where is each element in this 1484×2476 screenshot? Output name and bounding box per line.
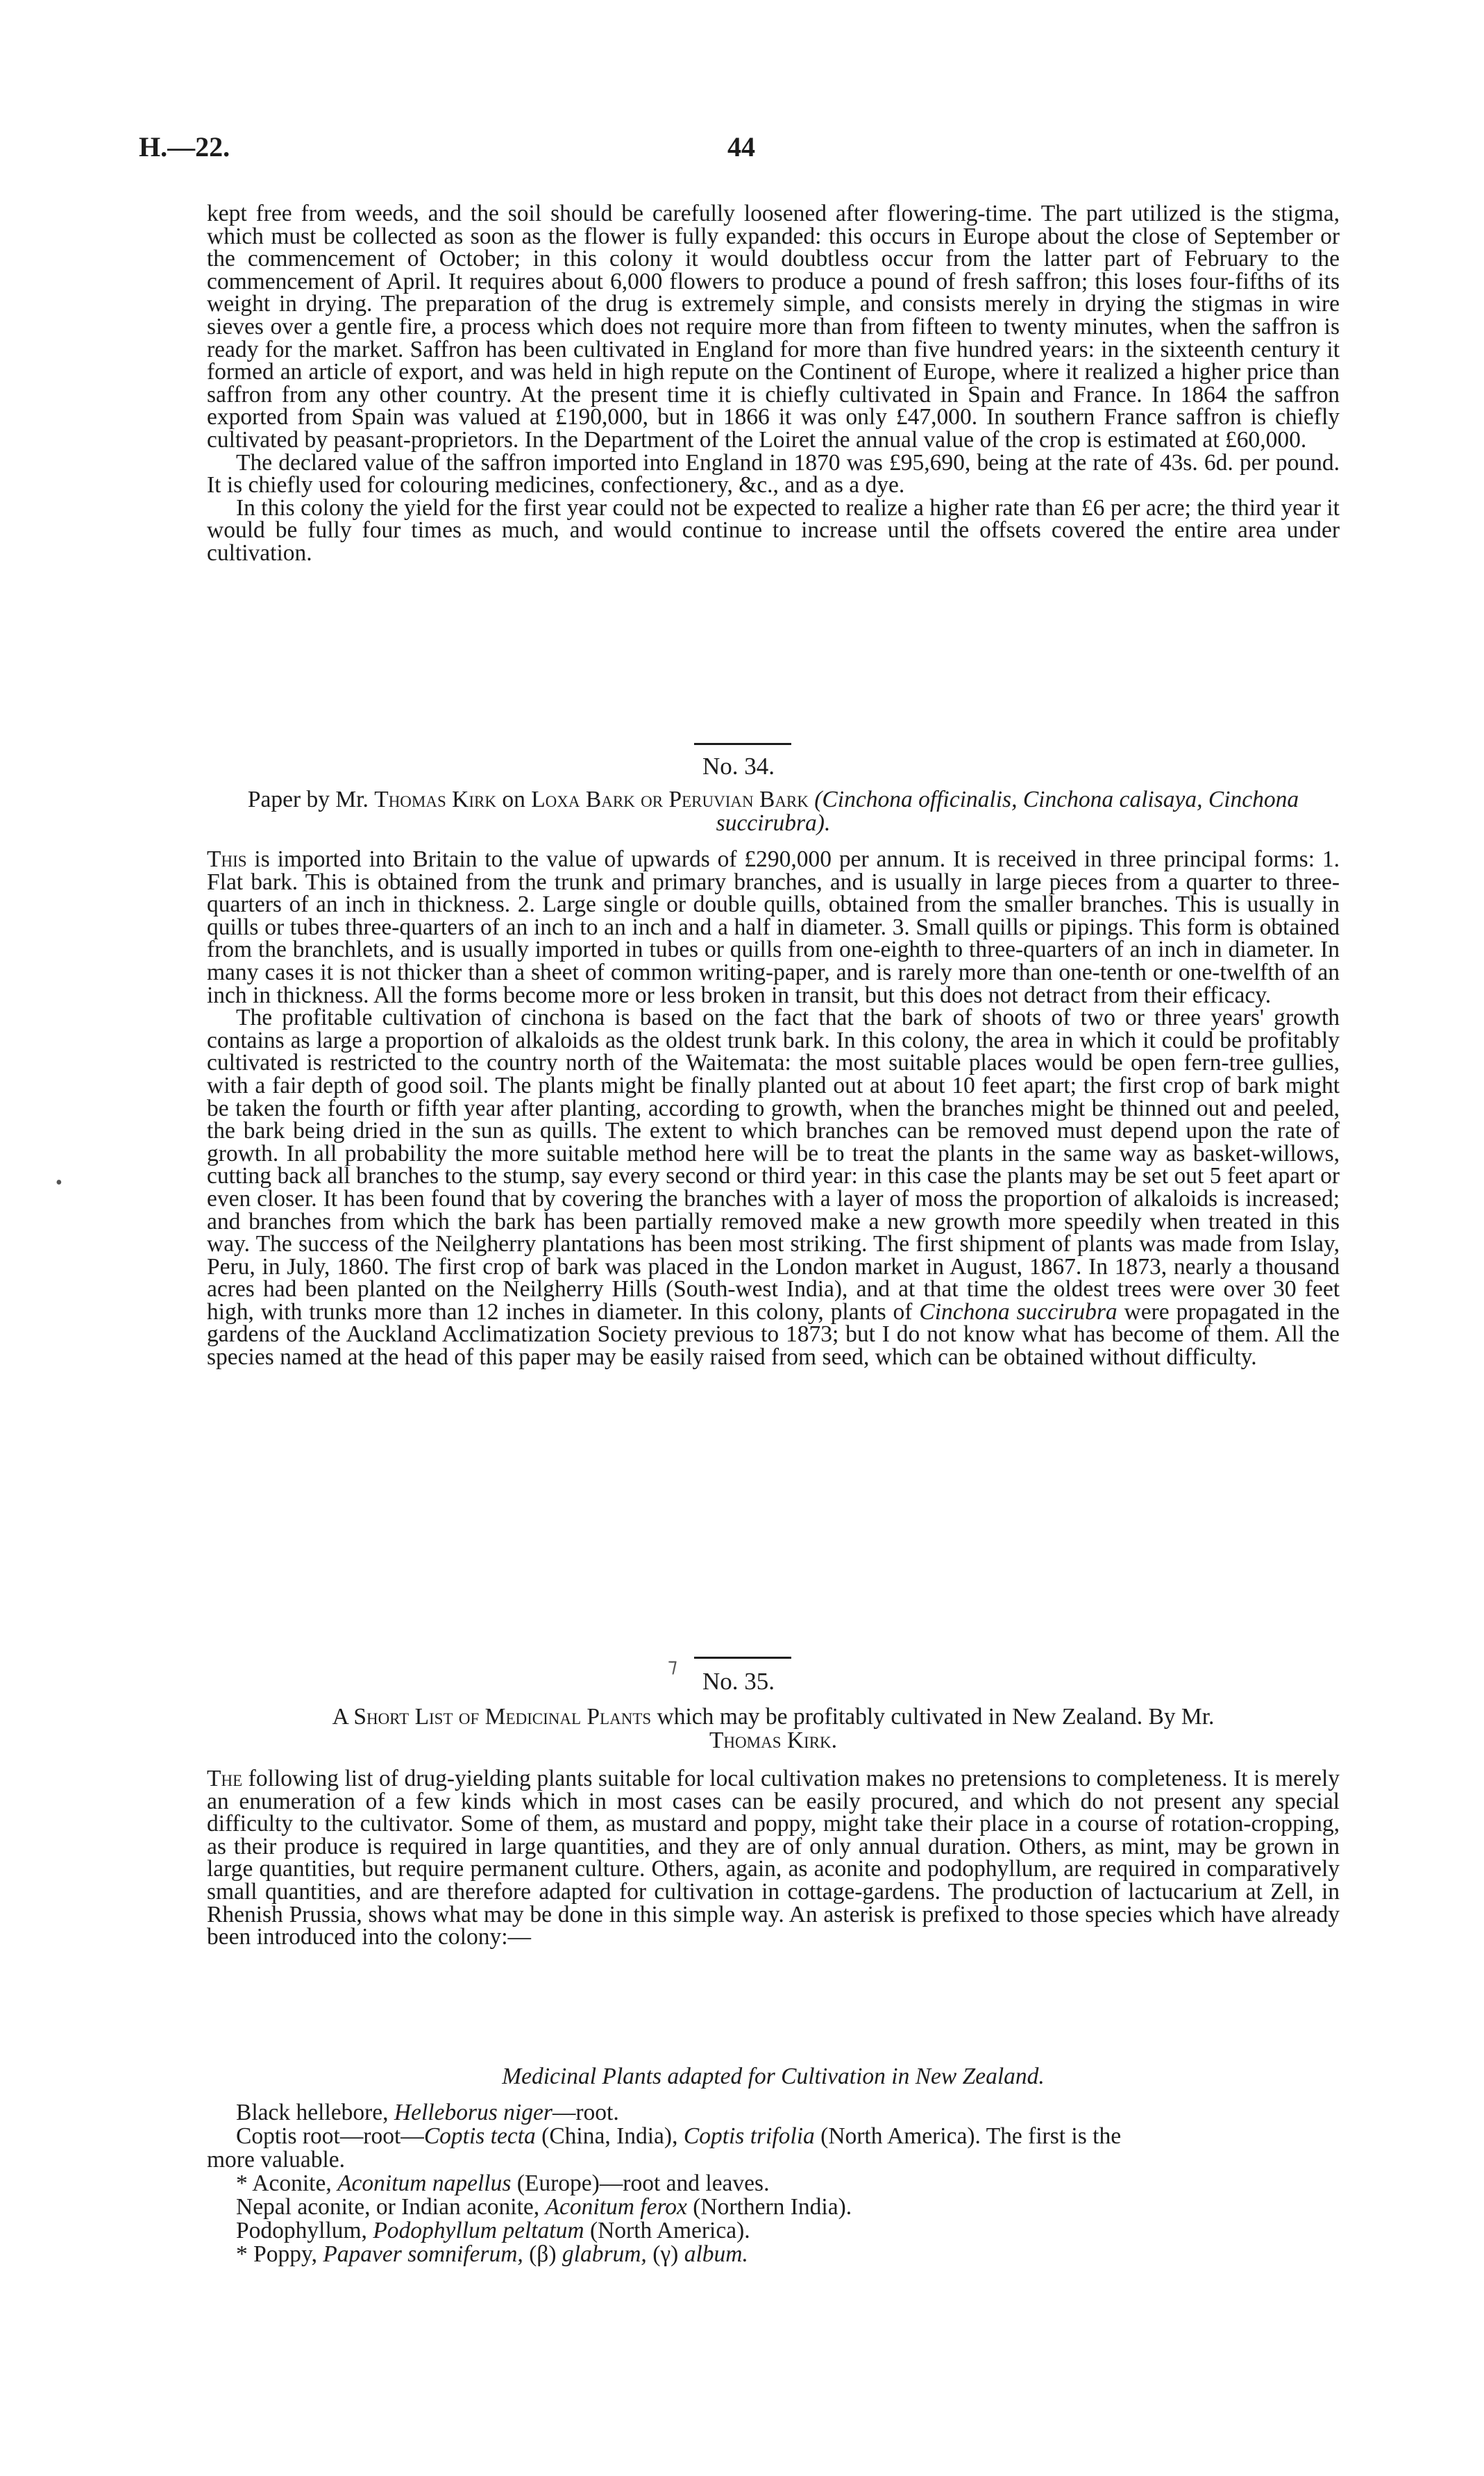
title-author-35: Thomas Kirk. [709, 1728, 838, 1753]
plant-common: Podophyllum, [236, 2218, 373, 2243]
plant-detail: (Northern India). [686, 2194, 852, 2220]
title-subject: Loxa Bark or Peruvian Bark [531, 787, 809, 812]
list-item [207, 2172, 1340, 2195]
title-on: on [502, 787, 525, 812]
medicinal-intro [207, 1768, 1340, 1949]
plant-detail: (North America). [584, 2218, 750, 2243]
cinchona-p2-a: The profitable cultivation of cinchona is based on the fact that the bark of shoots of two or three years' growth contains as large a proportion of alkaloids as the oldest trunk bark. In this colony, the area in which it could be profitably cultivated is restricted to the country north of the Waitemata: the most suitable places would be open fern-tree gullies, with a fair depth of good soil. The plants might be finally planted out at about 10 feet apart; the first crop of bark might be taken the fourth or fifth year after planting, according to growth, when the branches might be thinned out and peeled, the bark being dried in the sun as quills. The extent to which branches can be removed must depend upon the rate of growth. In all probability the more suitable method here will be to treat the plants in the same way as basket-willows, cutting back all branches to the stump, say every second or third year: in this case the plants may be set out 5 feet apart or even closer. It has been found that by covering the branches with a layer of moss the proportion of alkaloids is increased; and branches from which the bark has been partially removed make a new growth more speedily when treated in this way. The success of the Neilgherry plantations has been most striking. The first shipment of plants was made from Islay, Peru, in July, 1860. The first crop of bark was placed in the London market in August, 1867. In 1873, nearly a thousand acres had been planted on the Neilgherry Hills (South-west India), and at that time the oldest trees were over 30 feet high, with trunks more than 12 inches in diameter. In this colony, plants of [207, 1005, 1340, 1325]
margin-dot: • [56, 1172, 62, 1194]
plant-detail: —root. [552, 2100, 619, 2125]
page-number: 44 [727, 131, 755, 162]
saffron-paragraph-2: The declared value of the saffron imported into England in 1870 was £95,690, being at the rate of 43s. 6d. per pound. It is chiefly used for colouring medicines, confectionery, &c., and as a dye. [207, 449, 1340, 499]
title-species: (Cinchona officinalis, Cinchona calisaya, Cinchona succirubra). [716, 787, 1299, 836]
plant-common: Coptis root—root— [236, 2123, 424, 2149]
lead-word: This [207, 846, 247, 872]
section-title-35 [207, 1705, 1340, 1753]
cinchona-section [207, 848, 1340, 1369]
lead-word-35: The [207, 1766, 243, 1791]
ink-mark: ⁊ [668, 1655, 677, 1677]
plant-latin: Coptis tecta [423, 2123, 536, 2149]
plant-latin: Aconitum napellus [337, 2170, 512, 2196]
title-paper-by: Paper by Mr. [247, 787, 369, 812]
title-b: which may be profitably cultivated in New Zealand. By Mr. [657, 1704, 1215, 1730]
list-item [207, 2219, 1340, 2243]
section-title-34 [207, 788, 1340, 835]
list-item [207, 2101, 1340, 2125]
plants-subheading: Medicinal Plants adapted for Cultivation in New Zealand. [502, 2064, 1045, 2089]
saffron-paragraph-1: kept free from weeds, and the soil should be carefully loosened after flowering-time. The part utilized is the stigma, which must be collected as soon as the flower is fully expanded: this occurs in Europe about the close of September or the commencement of October; in this colony it would doubtless occur from the latter part of February to the commencement of April. It requires about 6,000 flowers to produce a pound of fresh saffron; this loses four-fifths of its weight in drying. The preparation of the drug is extremely simple, and consists merely in drying the stigmas in wire sieves over a gentle fire, a process which does not require more than from fifteen to twenty minutes, when the saffron is ready for the market. Saffron has been cultivated in England for more than five hundred years: in the sixteenth century it formed an article of export, and was held in high repute on the Continent of Europe, where it realized a higher price than saffron from any other country. At the present time it is chiefly cultivated in Spain and France. In 1864 the saffron exported from Spain was valued at £190,000, but in 1866 it was only £47,000. In southern France saffron is chiefly cultivated by peasant-proprietors. In the Department of the Loiret the annual value of the crop is estimated at £60,000. [207, 201, 1340, 453]
title-short-list: Short List of Medicinal Plants [353, 1704, 652, 1730]
medicinal-paragraph-1 [207, 1768, 1340, 1949]
plant-detail: (Europe)—root and leaves. [511, 2170, 770, 2196]
cinchona-p2-b: were propagated in the gardens of the Auckland Acclimatization Society previous to 1873; but I do not know what has become of them. All the species named at the head of this paper may be easily raised from seed, which can be obtained without difficulty. [207, 1298, 1340, 1371]
title-author: Thomas Kirk [374, 787, 496, 812]
plant-detail: (γ) [646, 2241, 684, 2267]
list-item [207, 2125, 1340, 2148]
medicinal-p1-text: following list of drug-yielding plants suitable for local cultivation makes no pretensions to completeness. It is merely an enumeration of a few kinds which in most cases can be easily procured, and which do not present any special difficulty to the cultivator. Some of them, as mustard and poppy, might take their place in a course of rotation-cropping, as their produce is required in large quantities, and they are of only annual duration. Others, as mint, may be grown in large quantities, but require permanent culture. Others, again, as aconite and podophyllum, are required in comparatively small quantities, and are therefore adapted for cultivation in cottage-gardens. The production of lactucarium at Zell, in Rhenish Prussia, shows what may be done in this simple way. An asterisk is prefixed to those species which have already been introduced into the colony:— [207, 1766, 1340, 1950]
list-item [207, 2195, 1340, 2219]
list-item-continuation: more valuable. [207, 2147, 346, 2173]
plant-latin: glabrum, [562, 2241, 647, 2267]
list-item [207, 2243, 1340, 2266]
plant-latin: Podophyllum peltatum [373, 2218, 584, 2243]
cinchona-p1-text: is imported into Britain to the value of upwards of £290,000 per annum. It is received in three principal forms: 1. Flat bark. This is obtained from the trunk and primary branches, and is usually in large pieces from a quarter to three-quarters of an inch in thickness. 2. Large single or double quills, obtained from the smaller branches. This is usually in quills or tubes three-quarters of an inch to an inch and a half in diameter. 3. Small quills or pipings. This form is obtained from the branchlets, and is usually imported in tubes or quills from one-eighth to three-quarters of an inch in diameter. In many cases it is not thicker than a sheet of common writing-paper, and is rarely more than one-tenth or one-twelfth of an inch in thickness. All the forms become more or less broken in transit, but this does not detract from their efficacy. [207, 846, 1340, 1008]
cinchona-paragraph-1 [207, 848, 1340, 1007]
section-rule-35 [694, 1657, 791, 1659]
plant-detail: (β) [523, 2241, 562, 2267]
plant-common: Nepal aconite, or Indian aconite, [236, 2194, 546, 2220]
plant-common: * Aconite, [236, 2170, 338, 2196]
saffron-section [207, 203, 1340, 565]
plant-latin: Papaver somniferum, [323, 2241, 523, 2267]
plant-detail: (North America). The first is the [814, 2123, 1122, 2149]
plant-latin: Coptis trifolia [683, 2123, 815, 2149]
section-number-35: No. 35. [702, 1668, 775, 1695]
plant-latin: album. [684, 2241, 748, 2267]
saffron-paragraph-3: In this colony the yield for the first year could not be expected to realize a higher rate than £6 per acre; the third year it would be fully four times as much, and would continue to increase until the offsets covered the entire area under cultivation. [207, 494, 1340, 566]
plant-common: Black hellebore, [236, 2100, 394, 2125]
plant-detail: (China, India), [535, 2123, 684, 2149]
title-a: A [332, 1704, 348, 1730]
cinchona-paragraph-2 [207, 1007, 1340, 1369]
section-number-34: No. 34. [702, 753, 775, 780]
plant-common: * Poppy, [236, 2241, 323, 2267]
section-rule-34 [694, 743, 791, 745]
cinchona-p2-italic: Cinchona succirubra [919, 1298, 1118, 1325]
plant-latin: Helleborus niger [394, 2100, 553, 2125]
plant-latin: Aconitum ferox [545, 2194, 687, 2220]
running-head: H.—22. [139, 131, 230, 162]
plant-list [207, 2101, 1340, 2266]
